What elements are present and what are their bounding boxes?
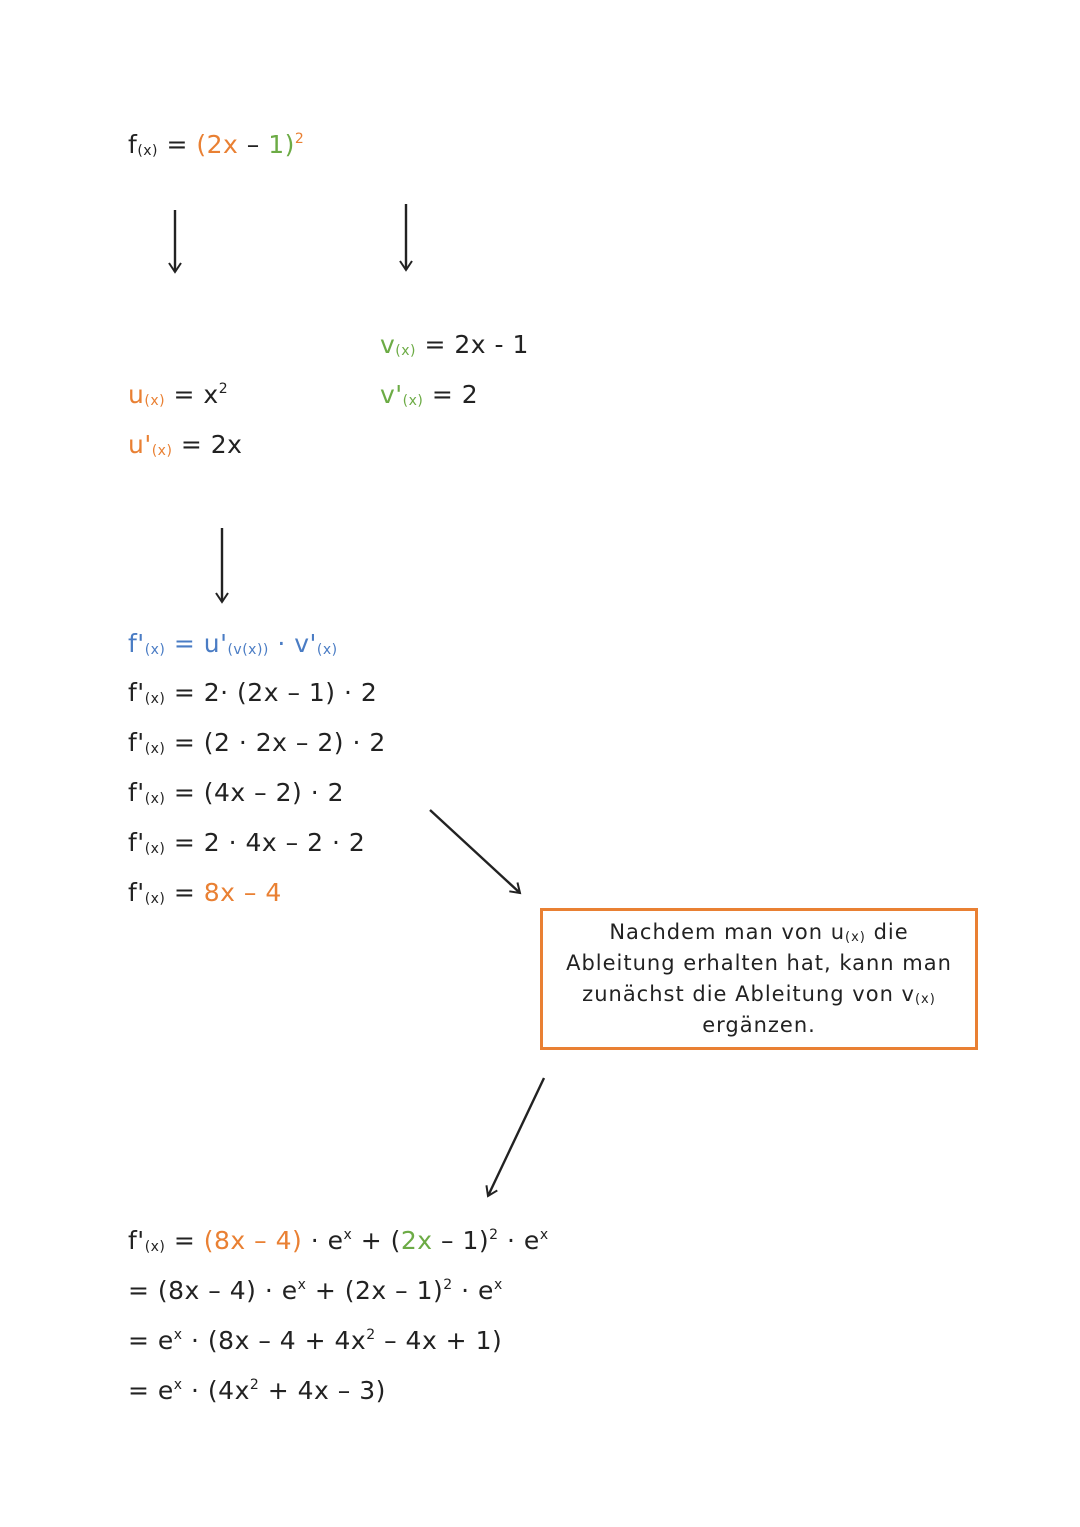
- text-segment: · e: [498, 1226, 540, 1255]
- superscript: x: [173, 1377, 183, 1393]
- subscript: (x): [144, 891, 166, 907]
- product-step-1: [128, 1224, 549, 1258]
- text-segment: · v': [268, 629, 317, 658]
- text-segment: = (8x – 4) · e: [128, 1276, 298, 1305]
- subscript: (x): [395, 343, 417, 359]
- product-step-2: [128, 1274, 503, 1308]
- text-segment: – 4x + 1): [375, 1326, 503, 1355]
- u-definition: [128, 378, 228, 412]
- text-segment: · e: [452, 1276, 494, 1305]
- text-segment: = (2 · 2x – 2) · 2: [165, 728, 386, 757]
- subscript: (x): [144, 791, 166, 807]
- text-segment: + 4x – 3): [259, 1376, 386, 1405]
- chain-rule-formula: [128, 627, 338, 661]
- superscript: x: [343, 1227, 353, 1243]
- text-segment: = (4x – 2) · 2: [165, 778, 344, 807]
- subscript: (x): [845, 930, 866, 945]
- subscript: (x): [151, 443, 173, 459]
- text-segment: = x: [165, 380, 219, 409]
- text-segment: + (2x – 1): [306, 1276, 444, 1305]
- text-segment: =: [158, 130, 197, 159]
- text-segment: 2x: [400, 1226, 433, 1255]
- step-3: [128, 776, 344, 810]
- text-segment: = 2x - 1: [416, 330, 529, 359]
- subscript: (x): [144, 691, 166, 707]
- text-segment: v': [380, 380, 403, 409]
- text-segment: die Ableitung erhalten hat, kann man zunächst die Ableitung von v: [566, 920, 952, 1006]
- text-segment: =: [165, 1226, 204, 1255]
- diagonal-arrow-icon: [488, 1078, 544, 1196]
- product-step-4: [128, 1374, 386, 1408]
- step-5-result: [128, 876, 282, 910]
- diagonal-arrow-icon: [430, 810, 520, 893]
- text-segment: 1): [268, 130, 295, 159]
- subscript: (x): [316, 642, 338, 658]
- u-derivative: [128, 428, 242, 462]
- note-text: [559, 917, 959, 1041]
- subscript: (v(x)): [227, 642, 269, 658]
- f-definition: [128, 128, 304, 162]
- explanation-note: [540, 908, 978, 1050]
- text-segment: f': [128, 778, 145, 807]
- superscript: 2: [249, 1377, 260, 1393]
- text-segment: · (4x: [182, 1376, 250, 1405]
- text-segment: u: [128, 380, 145, 409]
- subscript: (x): [144, 841, 166, 857]
- step-4: [128, 826, 365, 860]
- step-1: [128, 676, 377, 710]
- text-segment: = e: [128, 1326, 174, 1355]
- superscript: 2: [218, 381, 229, 397]
- text-segment: = 2· (2x – 1) · 2: [165, 678, 378, 707]
- superscript: 2: [489, 1227, 499, 1243]
- subscript: (x): [144, 393, 166, 409]
- subscript: (x): [914, 992, 936, 1007]
- subscript: (x): [402, 393, 424, 409]
- text-segment: = 2 · 4x – 2 · 2: [165, 828, 366, 857]
- superscript: 2: [443, 1277, 453, 1293]
- subscript: (x): [137, 143, 159, 159]
- superscript: 2: [366, 1327, 376, 1343]
- v-derivative: [380, 378, 478, 412]
- text-segment: Nachdem man von u: [609, 920, 846, 944]
- step-2: [128, 726, 386, 760]
- text-segment: =: [165, 878, 204, 907]
- text-segment: · e: [302, 1226, 344, 1255]
- subscript: (x): [144, 642, 166, 658]
- superscript: x: [539, 1227, 549, 1243]
- text-segment: 8x – 4: [203, 878, 282, 907]
- subscript: (x): [144, 1239, 166, 1255]
- text-segment: f: [128, 130, 138, 159]
- text-segment: · (8x – 4 + 4x: [182, 1326, 367, 1355]
- superscript: 2: [294, 131, 305, 147]
- text-segment: = u': [165, 629, 228, 658]
- text-segment: f': [128, 629, 145, 658]
- text-segment: + (: [352, 1226, 401, 1255]
- text-segment: v: [380, 330, 396, 359]
- text-segment: – 1): [432, 1226, 490, 1255]
- text-segment: = e: [128, 1376, 174, 1405]
- product-step-3: [128, 1324, 502, 1358]
- superscript: x: [297, 1277, 307, 1293]
- text-segment: f': [128, 678, 145, 707]
- text-segment: f': [128, 878, 145, 907]
- text-segment: = 2x: [172, 430, 243, 459]
- text-segment: (8x – 4): [203, 1226, 303, 1255]
- text-segment: ergänzen.: [702, 1013, 816, 1037]
- superscript: x: [493, 1277, 503, 1293]
- text-segment: f': [128, 828, 145, 857]
- text-segment: = 2: [423, 380, 479, 409]
- text-segment: f': [128, 728, 145, 757]
- text-segment: –: [238, 130, 269, 159]
- text-segment: (2x: [196, 130, 239, 159]
- text-segment: f': [128, 1226, 145, 1255]
- subscript: (x): [144, 741, 166, 757]
- superscript: x: [173, 1327, 183, 1343]
- text-segment: u': [128, 430, 152, 459]
- v-definition: [380, 328, 529, 362]
